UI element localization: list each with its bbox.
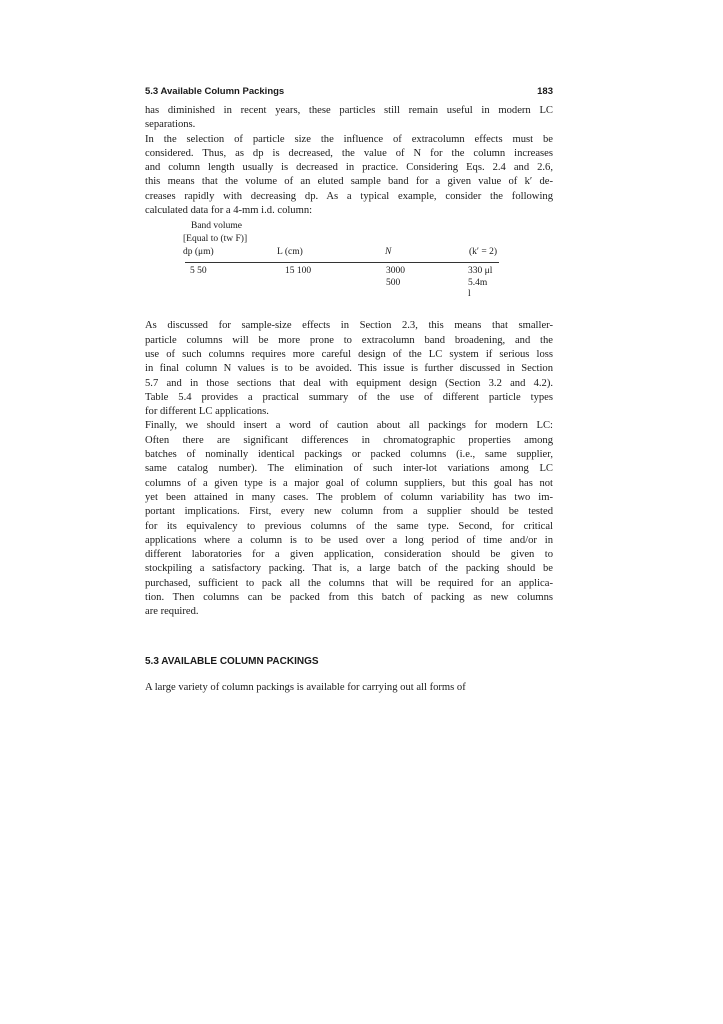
paragraph-5 [145,681,553,695]
text-line: tion. Then columns can be packed from this batch of packing as new columns [145,592,553,604]
text-line: In the selection of particle size the influence of extracolumn effects must be [145,133,553,145]
running-header [145,86,553,100]
table-header-dp: dp (μm) [183,247,214,258]
text-line: A large variety of column packings is available for carrying out all forms of [145,681,466,693]
paragraph-3 [145,319,553,419]
text-line: batches of nominally identical packings or packed columns (i.e., same supplier, [145,449,553,461]
text-line: for its equivalency to previous columns of the same type. Second, for critical [145,520,553,532]
header-section-title: 5.3 Available Column Packings [145,86,285,97]
text-line: Finally, we should insert a word of caution about all packings for modern LC: [145,420,553,432]
section-heading: 5.3 AVAILABLE COLUMN PACKINGS [145,655,319,667]
text-line: use of such columns requires more careful design of the LC system if serious loss [145,348,553,360]
table-cell-volume-2: 5.4m [468,278,488,289]
text-line: yet been attained in many cases. The problem of column variability has two im- [145,491,553,503]
text-line: stockpiling a satisfactory packing. That is, a large batch of the packing should be [145,563,553,575]
data-table [145,219,553,300]
text-line: purchased, sufficient to pack all the columns that will be required for an applica- [145,577,553,589]
text-line: 5.7 and in those sections that deal with equipment design (Section 3.2 and 4.2). [145,377,553,389]
table-header-band-volume: Band volume [191,221,242,232]
paragraph-4 [145,419,553,619]
text-line: As discussed for sample-size effects in Section 2.3, this means that smaller- [145,320,553,332]
table-header-k: (k′ = 2) [469,247,498,258]
text-line: different laboratories for a given application, consideration should be given to [145,549,553,561]
text-line: creases rapidly with decreasing dp. As a typical example, consider the following [145,190,553,202]
text-line: Often there are significant differences in chromatographic properties among [145,434,553,446]
table-cell-n-1: 3000 [386,266,405,277]
table-rule [185,262,499,263]
text-line: applications where a column is to be used over a long period of time and/or in [145,534,553,546]
text-line: separations. [145,119,196,131]
table-header-length: L (cm) [277,247,303,258]
text-line: in final column N values is to be avoided. This issue is further discussed in Section [145,363,553,375]
paragraph-1 [145,104,553,133]
text-line: are required. [145,606,199,618]
text-line: for different LC applications. [145,406,269,418]
text-line: considered. Thus, as dp is decreased, the value of N for the column increases [145,147,553,159]
text-line: Table 5.4 provides a practical summary of the use of different particle types [145,391,553,403]
table-cell-dp: 5 50 [190,266,207,277]
table-cell-length: 15 100 [285,266,312,277]
header-page-number: 183 [537,86,553,97]
text-line: columns of a given type is a major goal of column suppliers, but this goal has not [145,477,553,489]
text-line: has diminished in recent years, these particles still remain useful in modern LC [145,105,553,116]
text-line: calculated data for a 4-mm i.d. column: [145,205,313,217]
text-line: this means that the volume of an eluted sample band for a given value of k′ de- [145,176,553,188]
document-page [145,86,553,695]
table-header-n: N [385,247,392,258]
table-cell-n-2: 500 [386,278,401,289]
text-line: portant implications. First, every new column from a supplier should be tested [145,506,553,518]
text-line: same catalog number). The elimination of such inter-lot variations among LC [145,463,553,475]
text-line: particle columns will be more prone to extracolumn band broadening, and the [145,334,553,346]
table-cell-volume-3: l [468,289,471,300]
table-header-equal-to: [Equal to (tw F)] [183,234,248,245]
text-line: and column length usually is decreased in practice. Considering Eqs. 2.4 and 2.6, [145,162,553,174]
paragraph-2 [145,133,553,219]
table-cell-volume-1: 330 μl [468,266,493,277]
